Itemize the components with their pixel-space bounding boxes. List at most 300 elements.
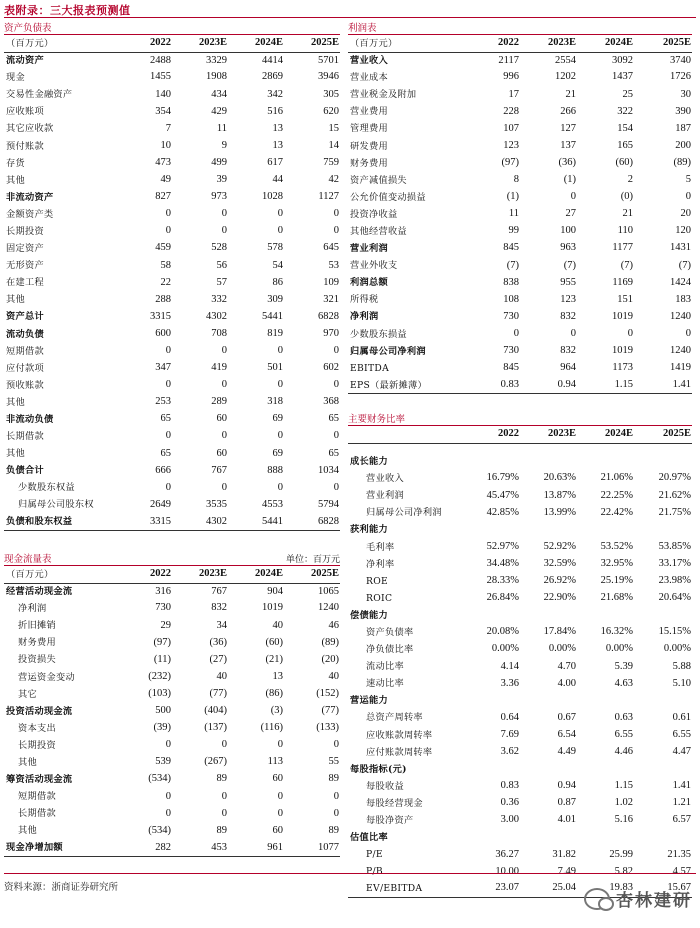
cell-value: 42	[328, 174, 339, 186]
wechat-logo-icon	[584, 888, 610, 910]
cell-value: (86)	[265, 687, 283, 699]
cell-value: 4302	[172, 514, 228, 531]
cell-value: 0	[333, 430, 339, 442]
cell-value: 0	[221, 807, 227, 819]
cell-value: 0	[165, 430, 171, 442]
table-row	[4, 257, 340, 274]
cell-value: 0	[277, 225, 283, 237]
cell-value: 60	[272, 824, 283, 836]
table-row	[348, 138, 692, 155]
year-header: 2025E	[284, 35, 340, 52]
cell-value: 42.85%	[486, 506, 519, 518]
cell-value: 36.27	[495, 848, 519, 860]
cell-value: 0	[165, 481, 171, 493]
cell-value: 21.75%	[658, 506, 691, 518]
ratios-table	[348, 426, 692, 898]
cell-value: 108	[503, 293, 519, 305]
unit-label: （百万元）	[4, 566, 122, 583]
cell-value: 7.69	[500, 728, 519, 740]
table-row	[348, 829, 692, 846]
table-header-row	[348, 35, 692, 52]
cell-value: 0.63	[614, 711, 633, 723]
cell-value: 100	[560, 225, 576, 237]
cell-value: 1028	[262, 191, 283, 203]
cell-value: 2554	[555, 54, 576, 66]
table-row	[4, 600, 340, 617]
table-row	[4, 155, 340, 172]
table-row	[348, 590, 692, 607]
row-label: 利润总额	[350, 277, 388, 289]
ratios-title-row	[348, 409, 692, 426]
bottom-rule	[4, 873, 696, 874]
cell-value: 20	[680, 208, 691, 220]
cell-value: 1019	[612, 344, 633, 356]
row-label: 长期借款	[18, 808, 56, 820]
row-label: 其他经营收益	[350, 225, 407, 237]
row-label: 营业利润	[350, 243, 388, 255]
table-row	[4, 291, 340, 308]
row-label: P/B	[366, 866, 383, 878]
cell-value: 5.39	[614, 660, 633, 672]
cell-value: 2488	[150, 54, 171, 66]
year-header: 2024E	[228, 35, 284, 52]
cell-value: 429	[211, 105, 227, 117]
cell-value: 500	[155, 705, 171, 717]
cell-value	[577, 761, 634, 778]
cell-value: 22.42%	[600, 506, 633, 518]
cell-value: 473	[155, 156, 171, 168]
row-label: 其它	[18, 688, 37, 700]
table-row	[4, 514, 340, 531]
row-label: 公允价值变动损益	[350, 191, 426, 203]
cell-value: 49	[160, 174, 171, 186]
table-row	[348, 240, 692, 257]
cell-value: 0	[277, 344, 283, 356]
year-header: 2023E	[520, 426, 577, 443]
cell-value: 970	[323, 327, 339, 339]
cell-value: 200	[675, 139, 691, 151]
table-row	[348, 155, 692, 172]
row-label: 预收账款	[6, 379, 44, 391]
cell-value: 5441	[262, 310, 283, 322]
cell-value: 15.67	[634, 880, 692, 897]
cell-value	[634, 453, 692, 470]
table-row	[348, 658, 692, 675]
row-label: 长期投资	[18, 739, 56, 751]
cell-value: 288	[155, 293, 171, 305]
row-label: 其他	[6, 396, 25, 408]
cell-value: 4.46	[614, 745, 633, 757]
cell-value: 40	[328, 670, 339, 682]
table-row	[4, 771, 340, 788]
cell-value: 34.48%	[486, 557, 519, 569]
table-row	[4, 69, 340, 86]
cell-value: 13	[272, 139, 283, 151]
cell-value: (7)	[620, 259, 633, 271]
table-row	[4, 686, 340, 703]
table-row	[4, 120, 340, 137]
cell-value: 1908	[206, 71, 227, 83]
table-row	[4, 411, 340, 428]
cell-value	[577, 453, 634, 470]
row-label: 营业税金及附加	[350, 89, 417, 101]
year-header: 2022	[122, 35, 172, 52]
row-label: 经营活动现金流	[6, 586, 73, 598]
table-row	[348, 521, 692, 538]
cell-value: 266	[560, 105, 576, 117]
cell-value: 0	[570, 327, 576, 339]
table-row	[348, 778, 692, 795]
cell-value: 342	[267, 88, 283, 100]
cell-value: 6828	[318, 310, 339, 322]
table-row	[4, 240, 340, 257]
cell-value: (1)	[563, 174, 576, 186]
cell-value: 140	[155, 88, 171, 100]
cell-value: 434	[211, 88, 227, 100]
row-label: 每股指标(元)	[350, 763, 407, 775]
row-label: 长期投资	[6, 225, 44, 237]
cell-value: 15	[328, 122, 339, 134]
row-label: 营业利润	[366, 490, 404, 502]
row-label: 营业成本	[350, 72, 388, 84]
cell-value: 5.88	[672, 660, 691, 672]
cell-value: 4414	[262, 54, 283, 66]
cell-value: 3946	[318, 71, 339, 83]
cell-value: (7)	[678, 259, 691, 271]
cell-value: 22	[160, 276, 171, 288]
cell-value: 34	[216, 619, 227, 631]
cell-value: 1127	[318, 191, 339, 203]
cell-value: (404)	[204, 705, 227, 717]
row-label: 财务费用	[18, 637, 56, 649]
unit-label: （百万元）	[348, 35, 466, 52]
cell-value: (7)	[563, 259, 576, 271]
cell-value: 0.00%	[663, 643, 691, 655]
table-row	[348, 675, 692, 692]
cell-value: 2	[627, 174, 633, 186]
cell-value: 453	[172, 840, 228, 857]
cell-value: (27)	[209, 653, 227, 665]
cell-value: 60	[216, 413, 227, 425]
cell-value: 0	[221, 344, 227, 356]
row-label: 非流动资产	[6, 191, 54, 203]
unit-label: （百万元）	[4, 35, 122, 52]
row-label: 资产总计	[6, 311, 44, 323]
balance-sheet-panel	[4, 18, 340, 531]
row-label: 无形资产	[6, 260, 44, 272]
cell-value: 6.55	[614, 728, 633, 740]
cell-value: (1)	[506, 191, 519, 203]
cell-value: 0	[165, 344, 171, 356]
table-row	[348, 539, 692, 556]
cell-value: 15.15%	[658, 626, 691, 638]
cell-value: 8	[513, 174, 519, 186]
income-statement-title: 利润表	[348, 23, 377, 34]
row-label: 其他	[6, 294, 25, 306]
cell-value: 65	[328, 413, 339, 425]
income-statement-panel	[348, 18, 692, 394]
cell-value: 578	[267, 242, 283, 254]
cell-value: 0	[627, 327, 633, 339]
cell-value: 0	[277, 430, 283, 442]
cash-flow-table	[4, 566, 340, 857]
cell-value: 25.19%	[600, 575, 633, 587]
table-row	[4, 189, 340, 206]
balance-sheet-table	[4, 35, 340, 531]
cell-value: 0.83	[500, 780, 519, 792]
cell-value: 137	[560, 139, 576, 151]
cell-value	[634, 761, 692, 778]
cell-value: 21	[622, 208, 633, 220]
row-label: EPS（最新摊薄）	[348, 377, 466, 394]
cell-value: 332	[211, 293, 227, 305]
cell-value: 228	[503, 105, 519, 117]
cell-value: 964	[560, 362, 576, 374]
row-label: 投资净收益	[350, 208, 398, 220]
cell-value: 5701	[318, 54, 339, 66]
cell-value: 17.84%	[543, 626, 576, 638]
cell-value: 53.85%	[658, 540, 691, 552]
cell-value: 0.67	[557, 711, 576, 723]
cell-value: 113	[267, 756, 283, 768]
cell-value: (152)	[316, 687, 339, 699]
row-label: 速动比率	[366, 678, 404, 690]
cell-value: 0	[277, 807, 283, 819]
row-label: 营业外收支	[350, 260, 398, 272]
row-label: 获利能力	[350, 524, 388, 536]
year-header: 2022	[122, 566, 172, 583]
table-row	[4, 103, 340, 120]
cell-value: 318	[267, 396, 283, 408]
cell-value: 5	[685, 174, 691, 186]
table-row	[4, 754, 340, 771]
table-row	[4, 479, 340, 496]
cell-value	[466, 829, 520, 846]
table-header-row	[348, 426, 692, 443]
table-row	[348, 487, 692, 504]
cell-value: 6828	[284, 514, 340, 531]
table-row	[4, 360, 340, 377]
table-row	[348, 343, 692, 360]
table-row	[4, 822, 340, 839]
row-label: 成长能力	[350, 456, 388, 468]
cell-value: 99	[508, 225, 519, 237]
table-row	[348, 206, 692, 223]
cell-value: 1.15	[577, 377, 634, 394]
income-statement-table	[348, 35, 692, 394]
cell-value: 123	[560, 293, 576, 305]
row-label: 流动比率	[366, 661, 404, 673]
cell-value: 499	[211, 156, 227, 168]
cell-value: 20.64%	[658, 592, 691, 604]
cell-value: (267)	[204, 756, 227, 768]
cell-value: 1240	[670, 344, 691, 356]
cell-value: (36)	[209, 636, 227, 648]
cell-value: 767	[211, 464, 227, 476]
cell-value: 516	[267, 105, 283, 117]
cell-value: 0	[685, 327, 691, 339]
row-label: EBITDA	[350, 362, 390, 374]
cell-value: 973	[211, 191, 227, 203]
cell-value: 31.82	[552, 848, 576, 860]
cell-value: 107	[503, 122, 519, 134]
row-label: EV/EBITDA	[348, 880, 466, 897]
cell-value: 46	[328, 619, 339, 631]
cell-value: 419	[211, 362, 227, 374]
row-label: 总资产周转率	[366, 712, 423, 724]
row-label: 营业收入	[350, 55, 388, 67]
cell-value: 0	[165, 807, 171, 819]
cell-value: 2117	[498, 54, 519, 66]
cell-value	[634, 607, 692, 624]
cell-value: 1240	[318, 602, 339, 614]
cell-value: (133)	[316, 722, 339, 734]
cell-value: 1019	[262, 602, 283, 614]
cell-value: 3092	[612, 54, 633, 66]
cell-value: 26.84%	[486, 592, 519, 604]
cash-flow-title: 现金流量表	[4, 554, 52, 565]
cell-value: 1169	[612, 276, 633, 288]
cell-value: 321	[323, 293, 339, 305]
cell-value: 6.55	[672, 728, 691, 740]
cell-value: 26.92%	[543, 575, 576, 587]
cell-value: 5.16	[614, 814, 633, 826]
cell-value: 1077	[284, 840, 340, 857]
cell-value: 30	[680, 88, 691, 100]
year-header: 2025E	[284, 566, 340, 583]
cell-value: 22.25%	[600, 489, 633, 501]
cell-value: 4.14	[500, 660, 519, 672]
cell-value: 89	[216, 773, 227, 785]
row-label: 资产负债率	[366, 626, 414, 638]
year-header: 2024E	[228, 566, 284, 583]
cell-value	[577, 692, 634, 709]
cell-value: (11)	[153, 653, 171, 665]
cell-value: 0	[165, 790, 171, 802]
cell-value: 53	[328, 259, 339, 271]
cell-value: 459	[155, 242, 171, 254]
cell-value: (0)	[620, 191, 633, 203]
cell-value: 0.94	[557, 780, 576, 792]
cell-value: 3.36	[500, 677, 519, 689]
table-row	[4, 394, 340, 411]
cell-value	[466, 607, 520, 624]
cell-value: 4.49	[557, 745, 576, 757]
row-label: 其他	[6, 174, 25, 186]
row-label: ROIC	[366, 592, 393, 604]
row-label: 应付账款周转率	[366, 746, 433, 758]
cell-value: 4302	[206, 310, 227, 322]
row-label: 营业收入	[366, 473, 404, 485]
cell-value: 11	[508, 208, 519, 220]
row-label: 估值比率	[350, 832, 388, 844]
table-row	[348, 846, 692, 863]
table-row	[4, 617, 340, 634]
cell-value: 6.54	[557, 728, 576, 740]
cell-value: 963	[560, 242, 576, 254]
cell-value: 13.87%	[543, 489, 576, 501]
cell-value: 89	[328, 824, 339, 836]
cell-value: 1065	[318, 585, 339, 597]
cell-value: 767	[211, 585, 227, 597]
cell-value: 1455	[150, 71, 171, 83]
cell-value: 1.41	[634, 377, 692, 394]
cell-value: 69	[272, 447, 283, 459]
cell-value: 708	[211, 327, 227, 339]
cell-value: 56	[216, 259, 227, 271]
cell-value: 23.07	[466, 880, 520, 897]
cell-value: 904	[267, 585, 283, 597]
cell-value: 832	[560, 310, 576, 322]
cell-value: (534)	[148, 773, 171, 785]
row-label: 其他	[18, 825, 37, 837]
cell-value	[466, 761, 520, 778]
cell-value: 1019	[612, 310, 633, 322]
cell-value: 14	[328, 139, 339, 151]
table-header-row	[4, 35, 340, 52]
table-row	[348, 86, 692, 103]
cell-value: 645	[323, 242, 339, 254]
cell-value: 666	[155, 464, 171, 476]
cell-value: 528	[211, 242, 227, 254]
cell-value: 3740	[670, 54, 691, 66]
cell-value: 29	[160, 619, 171, 631]
row-label: 净利润	[18, 603, 47, 615]
row-label: 应付款项	[6, 362, 44, 374]
row-label: 流动负债	[6, 328, 44, 340]
cell-value: 25	[622, 88, 633, 100]
cell-value: 2869	[262, 71, 283, 83]
cell-value: 0	[277, 481, 283, 493]
cell-value: 21.68%	[600, 592, 633, 604]
cell-value: 3329	[206, 54, 227, 66]
cell-value: 123	[503, 139, 519, 151]
cell-value: (97)	[153, 636, 171, 648]
cell-value: 187	[675, 122, 691, 134]
cell-value: 1437	[612, 71, 633, 83]
spacer-row	[348, 443, 692, 453]
cell-value: 20.08%	[486, 626, 519, 638]
cell-value: 5.82	[614, 865, 633, 877]
cell-value: (39)	[153, 722, 171, 734]
table-row	[348, 556, 692, 573]
table-row	[4, 840, 340, 857]
table-row	[348, 504, 692, 521]
cell-value: 0	[333, 790, 339, 802]
year-header: 2023E	[172, 35, 228, 52]
row-label: 折旧摊销	[18, 620, 56, 632]
watermark-text: 杏林建研	[616, 891, 692, 911]
row-label: 所得税	[350, 294, 379, 306]
cell-value: 32.95%	[600, 557, 633, 569]
cell-value: 0.00%	[605, 643, 633, 655]
cell-value: 827	[155, 191, 171, 203]
cell-value: 52.92%	[543, 540, 576, 552]
row-label: 归属母公司净利润	[366, 507, 442, 519]
table-row	[348, 103, 692, 120]
cell-value: 1.41	[672, 780, 691, 792]
cell-value: 4553	[262, 498, 283, 510]
cell-value: (232)	[148, 670, 171, 682]
cell-value: 0	[165, 225, 171, 237]
cell-value: 120	[675, 225, 691, 237]
table-row	[348, 710, 692, 727]
row-label: 其它应收款	[6, 123, 54, 135]
row-label: 流动资产	[6, 55, 44, 67]
table-row	[348, 761, 692, 778]
cell-value: 89	[328, 773, 339, 785]
cell-value: 600	[155, 327, 171, 339]
